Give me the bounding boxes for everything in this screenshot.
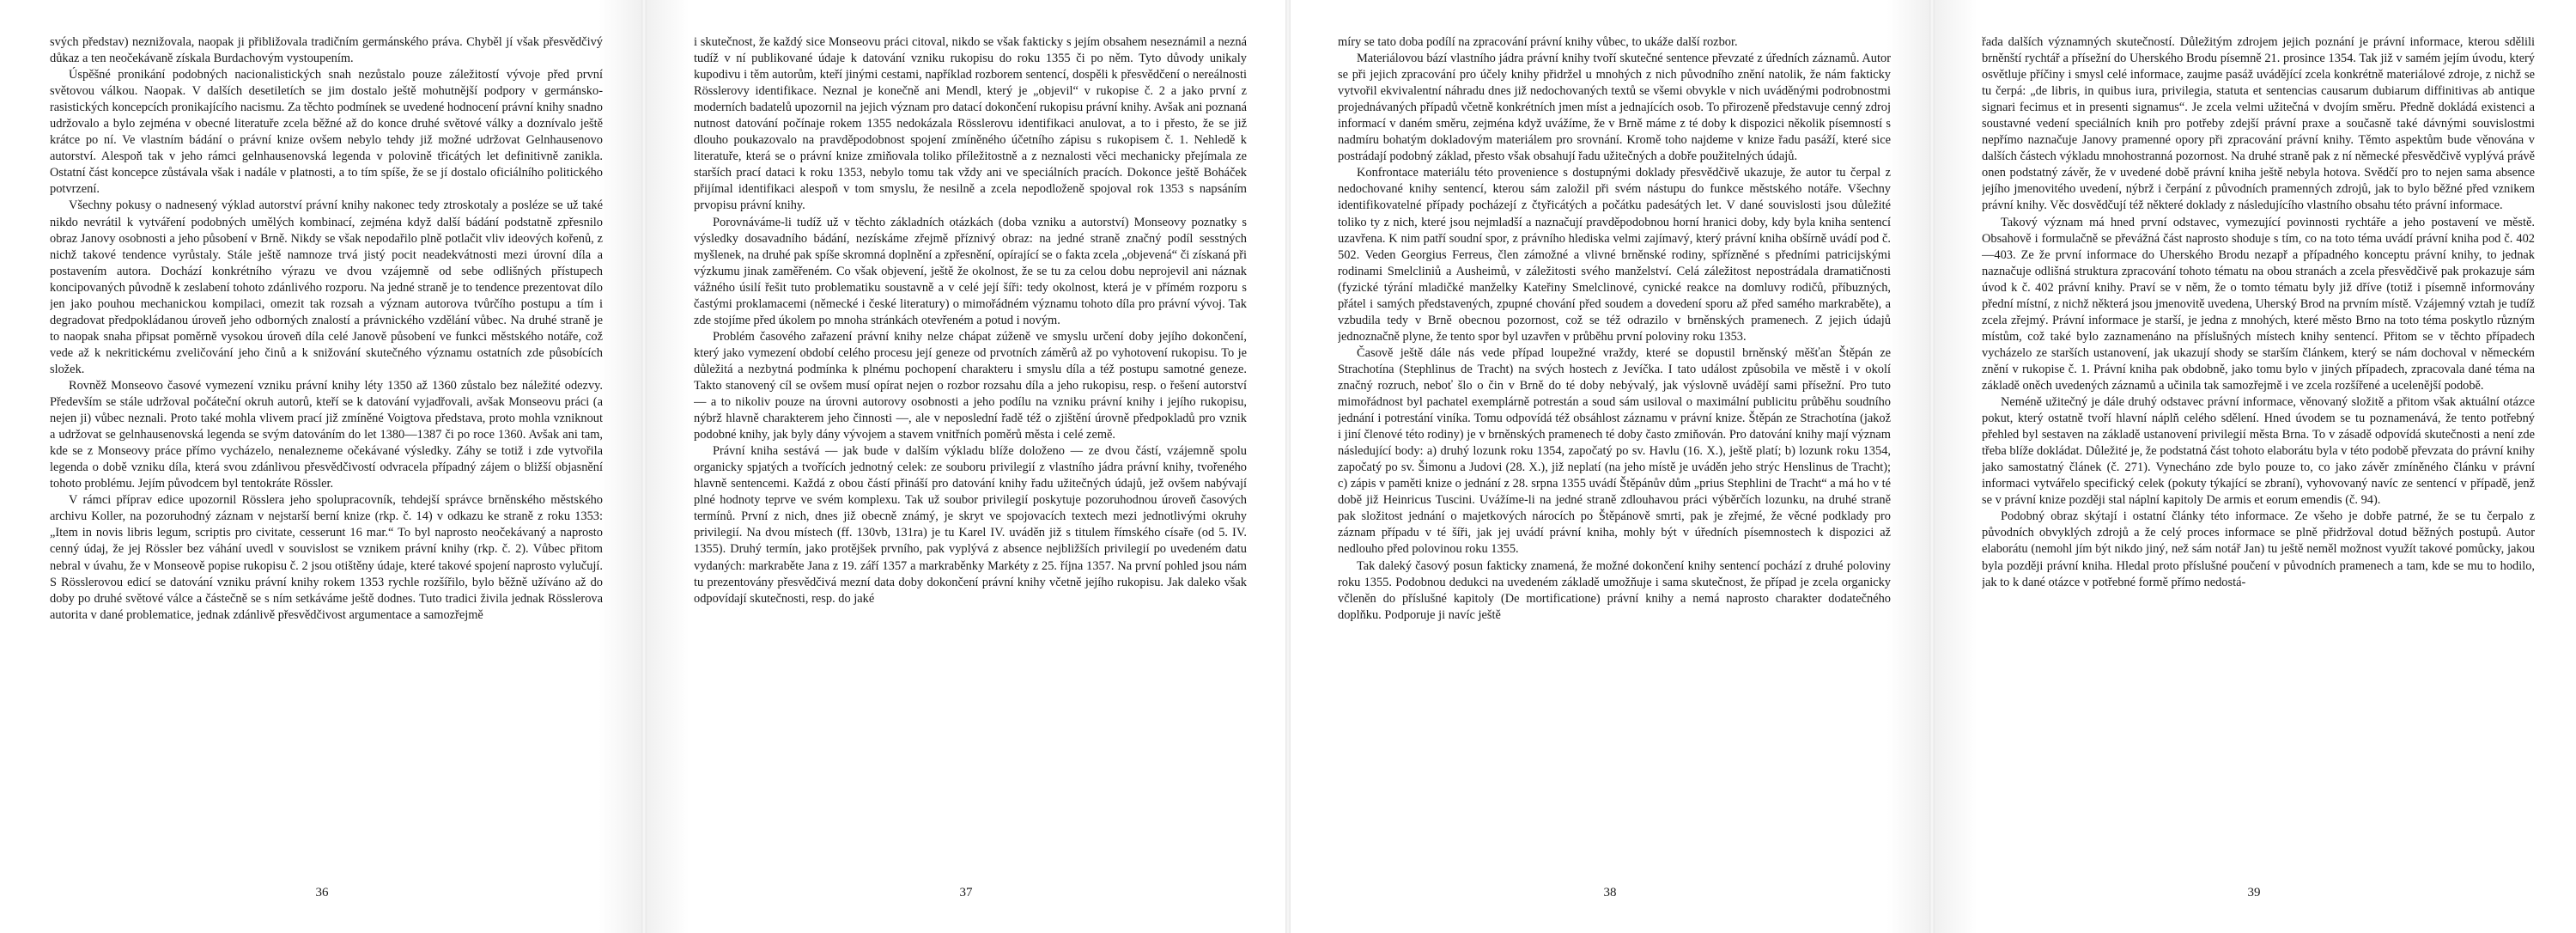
page-text <box>1982 34 2535 866</box>
page-38 <box>1288 0 1932 933</box>
paragraph: Materiálovou bází vlastního jádra právní knihy tvoří skutečné sentence převzaté z úředních záznamů. Autor se při jejich zpracování pro účely knihy přidržel u mnohých z nich původního znění natolik, že nám fakticky vytvořil ekvivalentní náhradu dnes již nedochovaných textů se všemi obvykle v nich uváděnými podrobnostmi projednávaných případů včetně konkrétních jmen míst a jednajících osob. To přirozeně představuje cenný zdroj informací v daném směru, zejména když uvážíme, že v Brně máme z té doby k dispozici několik písemností s nadmíru bohatým dokladovým materiálem pro srovnání. Kromě toho najdeme v knize řadu pasáží, které sice postrádají podobný základ, přesto však obsahují řadu užitečných a dobře použitelných údajů. <box>1338 52 1891 164</box>
paragraph: míry se tato doba podílí na zpracování právní knihy vůbec, to ukáže další rozbor. <box>1338 35 1738 49</box>
paragraph: i skutečnost, že každý sice Monseovu práci citoval, nikdo se však fakticky s jejím obsahem neseznámil a nezná tudíž v ní publikované údaje k datování vzniku rukopisu do roku 1355 či po něm. Tyto důvody unikaly kupodivu i těm autorům, kteří jinými cestami, například rozborem sentencí, dospěli k přesvědčení o nereálnosti Rösslerovy identifikace. Neznal je konečně ani Mendl, který je „objevil“ v rukopise č. 2 a jako první z moderních badatelů upozornil na jejich význam pro datací dokončení rukopisu právní knihy. Avšak ani poznaná nutnost datování počínaje rokem 1355 nedokázala Rösslerovu identifikaci anulovat, a to i přesto, že se již dlouho poukazovalo na pravděpodobnost spojení zmíněného účetního zápisu s rukopisem č. 1. Nehledě k literatuře, která se o právní knize zmiňovala toliko příležitostně a z neznalosti věci mechanicky přejímala ze starších prací dataci k roku 1353, nebylo tomu tak vždy ani ve speciálních pracích. Dokonce ještě Boháček přijímal identifikaci alespoň v tom smyslu, že nesilně a zcela nepodloženě spojoval rok 1353 s napsáním prvopisu právní knihy. <box>694 35 1247 213</box>
paragraph: řada dalších významných skutečností. Důležitým zdrojem jejich poznání je právní informace, kterou sdělili brněnští rychtář a přísežní do Uherského Brodu písemně 21. prosince 1354. Tak již v samém jejím úvodu, který osvětluje příčiny i smysl celé informace, zaujme pasáž uvádějící zcela konkrétně materiálové zdroje, z nichž se tu čerpá: „de libris, in quibus iura, privilegia, statuta et sentencias causarum dubiarum diffinitivas ab antique signari fecimus et in presenti signamus“. Je zcela velmi užitečná v dvojím směru. Předně dokládá existenci a soustavné vedení speciálních knih pro potřeby zdejší právní praxe a současně také dávnými souvislostmi nepřímo naznačuje Janovy pramenné opory při zpracování právní knihy. Těmto aspektům bude věnována v dalších částech výkladu mnohostranná pozornost. Na druhé straně pak z ní německé přesvědčivě vyplývá právě onen podstatný závěr, že v uvedené době právní kniha ještě nebyla hotova. Svědčí pro to nejen sama absence jejího jmenovitého uvedení, nýbrž i čerpání z původních pramenných zdrojů, jak to bylo běžné před vznikem právní knihy. Věc dosvědčují též některé doklady z následujícího vlastního obsahu této právní informace. <box>1982 35 2535 213</box>
page-39 <box>1932 0 2576 933</box>
paragraph: Konfrontace materiálu této provenience s dostupnými doklady přesvědčivě ukazuje, že autor tu čerpal z nedochované knihy sentencí, kterou sám založil při svém nástupu do funkce městského notáře. Všechny identifikovatelné případy pocházejí z čtyřicátých a počátku padesátých let. V dané souvislosti jsou důležité toliko ty z nich, které jsou nejmladší a naznačují pravděpodobnou horní hranici doby, kdy byla kniha sentencí uzavřena. K nim patří soudní spor, z právního hlediska velmi zajímavý, který právní kniha obšírně uvádí pod č. 502. Veden Georgius Ferreus, člen zámožné a vlivné brněnské rodiny, spřízněné s předními patricijskými rodinami Smelcliniů a Ausheimů, v záležitosti svého manželství. Celá záležitost nepostrádala dramatičnosti (fyzické týrání mladičké manželky Kateřiny Smelclinové, cynické reakce na domluvy rodičů, příbuzných, přátel i samých představených, zpupné chování před soudem a dovedení sporu až před samého markraběte), a vzbudila tedy v Brně obecnou pozornost, což se též odrazilo v brněnských pramenech. Z jejich údajů jednoznačně plyne, že tento spor byl uzavřen v průběhu první poloviny roku 1353. <box>1338 166 1891 344</box>
paragraph: svých představ) neznižovala, naopak ji přibližovala tradičním germánského práva. Chyběl jí však přesvědčivý důkaz a ten neočekávaně získala Burdachovým vystoupením. <box>50 35 603 66</box>
paragraph: Neméně užitečný je dále druhý odstavec právní informace, věnovaný složitě a přitom však aktuální otázce pokut, který ostatně tvoří hlavní náplň celého sdělení. Hned úvodem se tu poznamenává, že tento potřebný přehled byl sestaven na základě ustanovení privilegií města Brna. To v zásadě odpovídá skutečnosti a není zde třeba blíže dokládat. Důležité je, že podstatná část tohoto elaborátu byla v této podobě převzata do právní knihy jako samostatný článek (č. 271). Vynecháno zde bylo pouze to, co jako závěr zmíněného článku v právní informaci vytvářelo specifický celek (pokuty týkající se zbraní), vyhovovaný navíc ze sentencí v případě, jenž se v právní knize později stal náplní kapitoly De armis et eorum emendis (č. 94). <box>1982 395 2535 508</box>
paragraph: Problém časového zařazení právní knihy nelze chápat zúženě ve smyslu určení doby jejího dokončení, který jako vymezení období celého procesu její geneze od prvotních záměrů až po vyhotovení rukopisu. To je důležitá a nezbytná podmínka k plnému pochopení charakteru i smyslu díla a též postupu samotné geneze. Takto stanovený cíl se ovšem musí opírat nejen o rozbor rozsahu díla a jeho rukopisu, resp. o řešení autorství — a to nikoliv pouze na úrovni autorovy osobnosti a jeho podílu na vzniku právní knihy i jejího rukopisu, nýbrž hlavně charakterem jeho činnosti —, ale v neposlední řadě též o zjištění úrovně předpokladů pro vznik podobné knihy, jak byly dány vývojem a stavem vnitřních poměrů města i celé země. <box>694 329 1247 442</box>
page-37 <box>644 0 1288 933</box>
paragraph: Tak daleký časový posun fakticky znamená, že možné dokončení knihy sentencí pochází z druhé poloviny roku 1355. Podobnou dedukci na uvedeném základě umožňuje i sama skutečnost, že případ je zcela organicky včleněn do příslušné kapitoly (De mortificatione) právní knihy a nemá naprosto charakter dodatečného doplňku. Podporuje ji navíc ještě <box>1338 558 1891 622</box>
book-gutter <box>1285 0 1291 933</box>
paragraph: Porovnáváme-li tudíž už v těchto základních otázkách (doba vzniku a autorství) Monseovy poznatky s výsledky dosavadního bádání, nezískáme zřejmě příznivý obraz: na jedné straně značný podíl sesstných myšlenek, na druhé pak spíše skromná doplnění a zpřesnění, opírající se o fakta zcela „objevená“ či získaná při výzkumu jinak zaměřeném. Co však objevení, ještě že okolnost, že se tu za celou dobu neprojevil ani náznak vážného úsilí řešit tuto problematiku soustavně a v celé její šíři: tedy okolnost, která je v přímém rozporu s častými proklamacemi (německé i české literatury) o mimořádném významu tohoto díla pro právní vývoj. Tak zde stojíme před úkolem po mnoha stránkách otevřeném a potud i novým. <box>694 215 1247 327</box>
paragraph: Rovněž Monseovo časové vymezení vzniku právní knihy léty 1350 až 1360 zůstalo bez náležité odezvy. Především se stále udržoval počáteční okruh autorů, kteří se k datování vyjadřovali, avšak Monseovu práci (a nejen ji) vůbec neznali. Proto také mohla vlivem prací již zmíněné Voigtova představa, proto mohla vzniknout a udržovat se gelnhausenovská legenda se svým datováním do let 1380—1387 či po roce 1360. Avšak ani tam, kde se z Monseovy práce přímo vycházelo, nenalezneme očekávané výsledky. Záhy se totiž i zde vytvořila legenda o době vzniku díla, která svou zdánlivou přesvědčivostí odvracela případný zájem o bližší objasnění tohoto problému. Jejím původcem byl tentokráte Rössler. <box>50 378 603 491</box>
paragraph: Úspěšné pronikání podobných nacionalistických snah nezůstalo pouze záležitostí vývoje před první světovou válkou. Naopak. V dalších desetiletích se jim dostalo ještě mohutnější podpory v germánsko-rasistických koncepcích pronikajícího nacismu. Za těchto podmínek se uvedené hodnocení právní knihy snadno udržovalo a bylo zejména v obecné literatuře zcela běžné až do konce druhé světové války a doznívalo ještě krátce po ní. Ve vlastním bádání o právní knize ovšem nebylo tehdy již možné udržovat Gelnhausenovo autorství. Alespoň tak v jeho rámci gelnhausenovská legenda v polovině třicátých let definitivně zanikla. Ostatní část koncepce zůstávala však i nadále v platnosti, a to tím spíše, že se jí dostalo oficiálního politického potvrzení. <box>50 68 603 197</box>
paragraph: Časově ještě dále nás vede případ loupežné vraždy, které se dopustil brněnský měšťan Štěpán ze Strachotína (Stephlinus de Tracht) na svých hostech z Jevíčka. I tato událost způsobila ve městě i v okolí značný rozruch, neboť šlo o čin v Brně do té doby nebývalý, jak výslovně uvádějí sami přísežní. Pro tuto mimořádnost byl pachatel exemplárně potrestán a soud sám usiloval o maximální publicitu průběhu soudního jednání i potrestání viníka. Tomu odpovídá též obsáhlost záznamu v právní knize. Štěpán ze Strachotína (jakož i jiní členové této rodiny) je v brněnských pramenech té doby často zmiňován. Pro datování knihy mají význam následující body: a) druhý lozunk roku 1354, započatý po sv. Havlu (16. X.), ještě platí; b) lozunk roku 1354, započatý po sv. Šimonu a Judovi (28. X.), již neplatí (na jeho místě je uváděn jeho strýc Henslinus de Tracht); c) zápis v paměti knize o jednání z 28. srpna 1355 uvádí Štěpánův dům „prius Stephlini de Tracht“ a má ho v té době již Heinricus Tuscini. Uvážíme-li na jedné straně zdlouhavou práci výběrčích lozunku, na druhé straně pak složitost jednání o majetkových nárocích po Štěpánově smrti, pak je zřejmé, že věcné podklady pro záznam případu v té šíři, jak jej uvádí právní kniha, mohly být v úředních písemnostech k dispozici až nedlouho před polovinou roku 1355. <box>1338 345 1891 557</box>
page-text <box>50 34 603 866</box>
paragraph: Podobný obraz skýtají i ostatní články této informace. Ze všeho je dobře patrné, že se tu čerpalo z původních obvyklých zdrojů a že celý proces informace se plně přidržoval dotud běžných postupů. Autor elaborátu (nemohl jím být nikdo jiný, než sám notář Jan) tu ještě neměl možnost využít takové pomůcky, jakou byla později právní kniha. Hledal proto příslušné poučení v původních pramenech a tam, kde se mu to hodilo, jak to k dané otázce v potřebné formě přímo nedostá- <box>1982 509 2535 589</box>
paragraph: Všechny pokusy o nadnesený výklad autorství právní knihy nakonec tedy ztroskotaly a posléze se už také nikdo nevrátil k vytváření podobných umělých kombinací, zejména když další bádání podstatně zpřesnilo obraz Janovy osobnosti a jeho působení v Brně. Nikdy se však nepodařilo plně potlačit vliv ideových kořenů, z nichž takové tendence vyrůstaly. Stále ještě namnoze trvá jistý pocit neadekvátnosti mezi úrovní díla a postavením autora. Dochází konkrétního výrazu ve dvou vzájemně od sebe odlišných přístupech koncipovaných původně k zeslabení tohoto zdánlivého rozporu. Na jedné straně je to tendence prezentovat dílo jen jako pouhou mechanickou kompilaci, omezit tak rozsah a význam autorova tvůrčího postupu a tím i degradovat předpokládanou úroveň jeho odborných znalostí a právnického vzdělání vůbec. Na druhé straně je to naopak snaha připsat poměrně vysokou úroveň díla celé Janově působení ve funkci městského notáře, což vede až k nekritickému zveličování jeho činů a k snižování skutečného významu ostatních zde působících složek. <box>50 198 603 376</box>
page-text <box>1338 34 1891 866</box>
page-number: 37 <box>959 886 973 899</box>
paragraph: Takový význam má hned první odstavec, vymezující povinnosti rychtáře a jeho postavení ve městě. Obsahově i formulačně se převážná část naprosto shoduje s tím, co na toto téma uvádí právní kniha pod č. 402—403. Ze že první informace do Uherského Brodu nezapř a případného konceptu právní knihy, to jednak naznačuje odlišná struktura zpracování tohoto tématu na obou stranách a zcela přesvědčivě pak prokazuje sám úvod k č. 402 právní knihy. Praví se v něm, že o tomto tématu byly již dříve (totiž i písemně informovány přední místní, z nichž některá jsou jmenovitě uvedena, Uherský Brod na prvním místě. Vzájemný vztah je tudíž zcela zřejmý. Právní informace je starší, je jedna z mnohých, které město Brno na toto téma poskytlo různým místům, což také bylo zaznamenáno na příslušných místech knihy sentencí. Přitom se v těchto případech vycházelo ze starších ustanovení, jak ukazují shody se starším článkem, který se nám dochoval v německém znění v rukopise č. 1. Právní kniha pak obdobně, jako tomu bylo v jiných případech, zpracovala dané téma na základě oněch uvedených záznamů a učinila tak samozřejmě i ve zcela rozšířené a ucelenější podobě. <box>1982 215 2535 393</box>
book-gutter <box>641 0 647 933</box>
page-number: 36 <box>315 886 329 899</box>
paragraph: Právní kniha sestává — jak bude v dalším výkladu blíže doloženo — ze dvou částí, vzájemně spolu organicky spjatých a tvořících jednotný celek: ze souboru privilegií z vlastního jádra právní knihy, tvořeného hlavně sentencemi. Každá z obou částí přináší pro datování knihy řadu užitečných údajů, jež ovšem nabývají plné hodnoty teprve ve svém komplexu. Tak už soubor privilegií poskytuje pozoruhodnou úroveň časových termínů. První z nich, dnes již obecně známý, je skryt ve spojovacích textech mezi jednotlivými okruhy privilegií. Na dvou místech (ff. 130vb, 131ra) je tu Karel IV. uváděn již s titulem římského císaře (od 5. IV. 1355). Druhý termín, jako protějšek prvního, pak vyplývá z absence nejbližších privilegií po uvedeném datu vydaných: markraběte Jana z 19. září 1357 a markraběnky Markéty z 25. října 1357. Na první pohled jsou nám tu prezentovány přesvědčivá mezní data doby dokončení právní knihy včetně jejího rukopisu. Jak daleko však odpovídají skutečnosti, resp. do jaké <box>694 444 1247 606</box>
page-number: 39 <box>2247 886 2261 899</box>
book-gutter <box>1929 0 1935 933</box>
page-number: 38 <box>1603 886 1617 899</box>
page-36 <box>0 0 644 933</box>
paragraph: V rámci příprav edice upozornil Rösslera jeho spolupracovník, tehdejší správce brněnského městského archivu Koller, na pozoruhodný záznam v nejstarší berní knize (rkp. č. 14) v odkazu ke straně z roku 1353: „Item in novis libris legum, scriptis pro civitate, cesserunt 16 mar.“ To byl naprosto neočekávaný a naprosto cenný údaj, že jej Rössler bez váhání uvedl v souvislost se vznikem právní knihy (rkp. č. 2). Vůbec přitom nebral v úvahu, že v Monseově popise rukopisu č. 2 jsou otištěny údaje, které takové spojení naprosto vylučují. S Rösslerovou edicí se datování vzniku právní knihy rokem 1353 rychle rozšířilo, bylo běžně užíváno až do doby po druhé světové válce a částečně se s ním setkáváme ještě dodnes. Tuto tradici živila jednak Rösslerova autorita v dané problematice, jednak zdánlivě přesvědčivost argumentace a samozřejmě <box>50 493 603 622</box>
page-text <box>694 34 1247 866</box>
